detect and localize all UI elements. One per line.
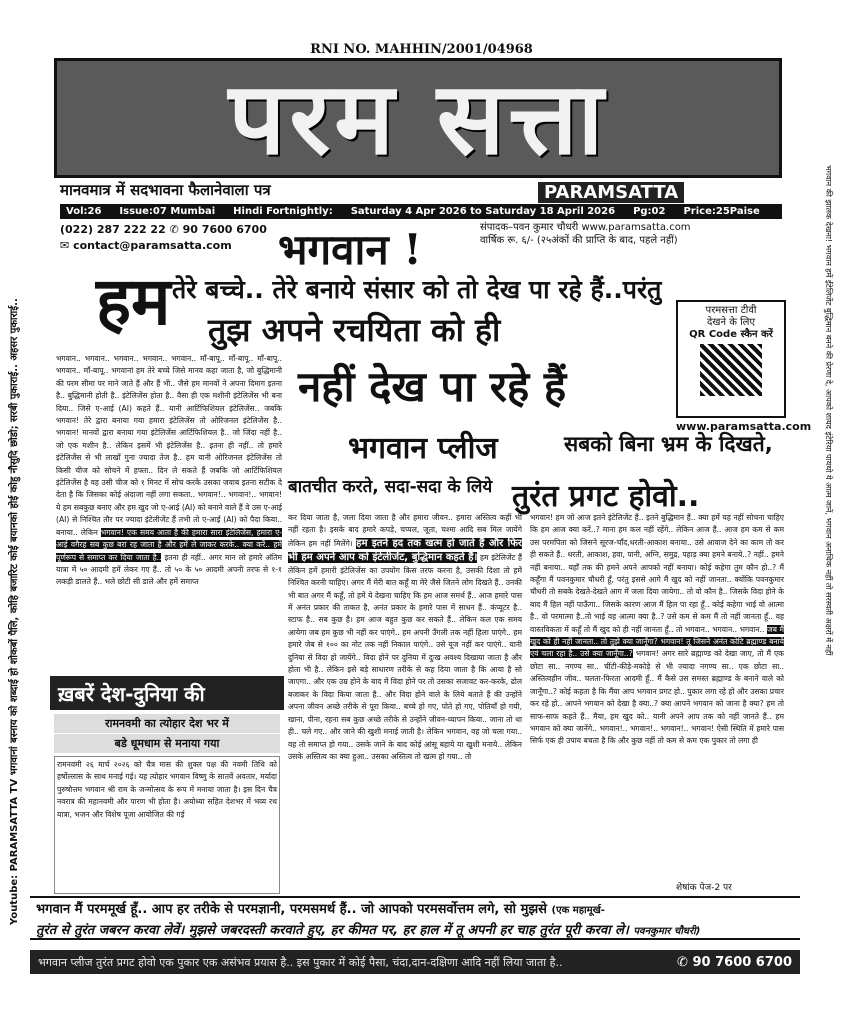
dates: Saturday 4 Apr 2026 to Saturday 18 April 2026	[350, 206, 616, 217]
col3-text: भगवान! हम जो आज इतने इंटेलिजेंट हैं.. इतने बुद्धिमान हैं.. क्या हमें यह नहीं सोचना चाहिए कि हम आज क्या करें..? माना हम कल नहीं रहेंगे.. लेकिन आज हैं.. आज हम कम से कम उस परमपिता को जिसने सूरज-चाँद,धरती-आकाश बनाया.. उसे आवाज देने का काम तो कर ही सकते हैं.. धरती, आकाश, हवा, पानी, अग्नि, समुद्र, पहाड़ क्या हमने बनाये..? नहीं.. हमने नहीं बनाया.. यहाँ तक की हमने अपने आपको नहीं बनाया। कोई कहेगा तुम कौन हो..? मैं कहूँगा मैं पवनकुमार चौधरी हूँ, परंतु इससे आगे मैं खुद को नहीं जानता.. क्योंकि पवनकुमार चौधरी तो सबके देखते-देखते आग में जला दिया जायेगा.. तो वो कौन है.. जिसके विदा होने के बाद मैं हिल नहीं पाऊँगा.. जिसके कारण आज मैं हिल पा रहा हूँ.. कोई कहेगा भाई वो आत्मा है.. वो परमात्मा है..तो भाई वह आत्मा क्या है..? उसे कम से कम मैं तो नहीं जानता हूँ.. वह वास्तविकता में कहूँ तो मैं खुद को ही नहीं जानता हूँ.. तो भगवान.. भगवान.. भगवान..	[530, 513, 784, 634]
col1-text: भगवान.. भगवान.. भगवान.. भगवान.. भगवान.. माँ-बापू.. माँ-बापू.. माँ-बापू.. भगवान.. माँ-बापू.. भगवानां हम तेरे बच्चे जिसे मानव कहा जाता है, जो बुद्धिमानी की परम सीमा पर माने जाते हैं और हैं भी.. जैसे हम मानवों ने अपना दिमाग इतना है.. बुद्धिमानी होती है.. इंटेलिजेंस होता है.. वैसा ही एक मशीनी इंटेलिजेंस भी बना दिया.. जिसे ए-आई (AI) कहते हैं.. यानी आर्टिफिशियल इंटेलिजेंस.. जबकि भगवान! तेरे द्वारा बनाया गया हमारा इंटेलिजेंस तो ओरिजनल इंटेलिजेंस है.. भगवान! मानवों द्वारा बनाया गया इंटेलिजेंस आर्टिफिशियल है.. जो जिंदा नहीं है.. जो एक मशीन है.. लेकिन इसमें भी इंटेलिजेंस है.. इतना ही नहीं.. तो हमारे इंटेलिजेंस से भी लाखों गुना ज्यादा तेज है.. हम यानी ओरिजनल इंटेलिजेंस तो किसी चीज को सोचने में हफ्ता.. दिन ले सकते हैं जबकि जो आर्टिफिशियल इंटेलिजेंस है वह उसी चीज को १ मिनट में सोच करके उसका जवाब इतना सटीक दे देता है कि जिसका कोई अंदाजा नहीं लगा सकता.. भगवान!.. भगवान!.. भगवान! ये हम सबकुछ बनाए और हम खुद जो ए-आई (AI) को बनाने वाले हैं वे उस ए-आई (AI) से निश्चित तौर पर ज्यादा इंटेलीजेंट हैं तभी तो ए-आई (AI) को पैदा किया.. बनाया.. लेकिन	[56, 354, 282, 537]
col1-highlight: भगवान! एक समय आता है की हमारा सारा इंटेलिजेंस, हमारा ए-आई वगैरह सब कुछ बरा रह जाता है और हमें ले जाकर करके.. क्या करें.. हमें पूर्णरूप से समाप्त कर दिया जाता है..	[56, 527, 282, 562]
masthead-title: परम सत्ता	[228, 59, 608, 177]
headline-baat: बातचीत करते, सदा-सदा के लिये	[288, 477, 493, 497]
news-body: रामनवमी २६ मार्च २०२६ को चैत्र मास की शुक्ल पक्ष की नवमी तिथि को हर्षोल्लास के साथ मनाई गई। यह त्योहार भगवान विष्णु के सातवें अवतार, मर्यादा पुरुषोत्तम भगवान श्री राम के जन्मोत्सव के रूप में मनाया जाता है। इस दिन चैत्र नवरात्र की महानवमी और पारण भी होता है। अयोध्या सहित देशभर में भव्य रथ यात्रा, भजन और विशेष पूजा आयोजित की गई	[54, 756, 280, 894]
headline-line3: नहीं देख पा रहे हैं	[298, 362, 567, 411]
news-headline	[54, 714, 280, 754]
news-section-header: ख़बरें देश-दुनिया की	[50, 676, 284, 710]
footer-text: भगवान प्लीज तुरंत प्रगट होवो एक पुकार एक असंभव प्रयास है.. इस पुकार में कोई पैसा, चंदा,दान-दक्षिणा आदि नहीं लिया जाता है..	[38, 955, 563, 969]
col3-tail: भगवान! अगर सारे ब्रह्माण्ड को देखा जाए, तो मैं एक छोटा सा.. नगण्य सा.. चींटी-कीड़े-मकोड़े से भी ज्यादा नगण्य सा.. एक छोटा सा.. अस्तित्वहीन जीव.. चलता-फिरता आदमी हूँ.. मैं कैसे उस समस्त ब्रह्माण्ड के बनाने वाले को जानूँगा..? कोई कहता है कि मैंया आप भगवान प्रगट हो.. पुकार लगा रहे हो और उसका प्रचार कर रहे हो.. आपने भगवान को देखा है क्या..? क्या आपने भगवान को जाना है क्या? हम तो साफ-साफ कहते हैं.. मैया, हम खुद को.. यानी अपने आप तक को नहीं जानते हैं.. हम भगवान को क्या जानेंगे.. भगवान!.. भगवान!.. भगवान!.. भगवान! ऐसी स्थिति में हमारे पास सिर्फ एक ही उपाय बचता है कि और कुछ नहीं तो कम से कम एक पुकार तो लगा ही	[530, 649, 784, 746]
subscription-line: वार्षिक रू. ६/- (२५अंकों की प्राप्ति के बाद, पहले नहीं)	[480, 235, 678, 246]
issue-info-bar	[60, 204, 782, 219]
col1-tail: इतना ही नहीं.. अगर मान लो हमारे अंतिम यात्रा में ५० आदमी हमें लेकर गए हैं.. तो ५० के ५० आदमी अपनी तरफ से १-१ लकड़ी डालते हैं.. भले छोटी सी डाले और हमें समाप्त	[56, 552, 282, 587]
phone: (022) 287 222 22	[60, 223, 166, 236]
col3-highlight: जब मैं खुद को ही नहीं जानता.. तो तुझे क्या जानूँगा? भगवान! तू जिसने अनंत कोटि ब्रह्माण्ड बनाये एवं चला रहा है.. उसे क्या जानूँगा..?	[530, 624, 784, 659]
website[interactable]: www.paramsatta.com	[676, 420, 812, 433]
qr-line3: QR Code स्कैन करें	[689, 329, 773, 340]
qr-promo[interactable]	[676, 300, 786, 418]
whatsapp-icon: ✆	[169, 223, 179, 236]
mail-icon: ✉	[60, 239, 70, 252]
left-side-strip: Youtube: PARAMSATTA TV भगवानां बस्नाय को शब्दाई हो शोकबों पैलि, कोहि बजारिट कोई बयानको होई कोहु नौसुदि छोडो; सरबी पुकाराई.. अहसर पुकाराई..	[9, 298, 20, 925]
continued-note: शेषांक पेज-2 पर	[676, 883, 732, 893]
headline-line1: तेरे बच्चे.. तेरे बनाये संसार को तो देख पा रहे हैं..परंतु	[172, 275, 662, 304]
article-column-3	[530, 512, 784, 892]
editor-line: संपादक–पवन कुमार चौधरी www.paramsatta.com	[480, 222, 691, 233]
masthead-tagline: मानवमात्र में सदभावना फैलानेवाला पत्र	[60, 181, 271, 199]
footer-phone: 90 7600 6700	[692, 954, 792, 970]
headline-hum: हम	[96, 262, 171, 340]
qr-line2: देखने के लिए	[707, 317, 755, 328]
vol: Vol:26	[66, 206, 102, 217]
pages: Pg:02	[633, 206, 666, 217]
rni-number: RNI NO. MAHHIN/2001/04968	[310, 42, 533, 57]
col2-text: कर दिया जाता है, जला दिया जाता है और हमारा जीवन.. हमारा अस्तित्व कहीं भी नहीं रहता है। इसके बाद हमारे कपड़े, चप्पल, जूता, चश्मा आदि सब मिल जायेंगे लेकिन हम नहीं मिलेंगे।	[288, 513, 522, 548]
main-headline: भगवान !	[278, 225, 422, 274]
brand-name: PARAMSATTA	[538, 182, 684, 203]
banner-line1: भगवान मैं परममूर्ख हूँ.. आप हर तरीके से परमज्ञानी, परमसमर्थ हैं.. जो आपको परमसर्वोत्तम लगे, सो मुझसे	[36, 902, 547, 917]
whatsapp-icon: ✆	[677, 954, 688, 970]
headline-line2: तुझ अपने रचयिता को ही	[208, 311, 501, 349]
issue: Issue:07 Mumbai	[119, 206, 216, 217]
col2-tail: हम इंटेलिजेंट हैं लेकिन हमें हमारी इंटेलिजेंस का उपयोग किस तरफ करना है, उसकी दिशा तो हमें निश्चित करनी चाहिए। अगर मैं मेरी बात कहूँ या मेरे जैसे जितने लोग दिखते हैं.. उनकी भी बात अगर मैं कहूँ, तो हमें ये देखना चाहिए कि हम आज समर्थ हैं.. आज हमारे पास में अनंत प्रकार की ताकत है, अनंत प्रकार के हमारे पास में साधन हैं.. कंप्यूटर है.. स्टाफ है.. सब कुछ है। हम आज बहुत कुछ कर सकते हैं.. लेकिन कल एक समय आयेगा जब हम कुछ भी नहीं कर पाएंगे.. हम अपनी उँगली तक नहीं हिला पाएंगे.. हम हमारे जेब से १०० का नोट तक नहीं निकाल पाएंगे.. उसे यूज नहीं कर पाएंगे.. यानी दुनिया से विदा हो जायेंगे.. विदा होने पर दुनिया में दुःख अवश्य दिखाया जाता है और होता भी है.. लेकिन इसे बड़े साधारण तरीके से कह दिया जाता है कि आया है सो जाएगा.. और एक उम्र होने के बाद में विदा होने पर तो उसका सजावट कर-करके, ढोल बजाकर के विदा किया जाता है.. और विदा होने वाले के लिये बताते हैं की उन्होंने अपना जीवन अच्छे तरीके से पूरा किया.. बच्चे हो गए, पोते हो गए, पोतियाँ हो गयी, खाना, पीना, रहना सब कुछ अच्छे तरीके से उन्होंने जीवन-व्यापन किया.. जाना तो था ही.. चले गए.. और जाने की खुशी मनाई जाती है। लेकिन भगवान, वह जो चला गया.. वह तो समाप्त हो गया.. उसके जाने के बाद कोई आंसू बहाये या खुशी मनाये.. लेकिन उसके अस्तित्व का क्या हुआ.. उसका अस्तित्व तो खत्म हो गया.. तो	[288, 552, 522, 761]
headline-turant: तुरंत प्रगट होवो..	[512, 479, 700, 514]
contact-block	[60, 222, 267, 254]
headline-please: भगवान प्लीज	[348, 431, 498, 466]
footer-bar	[30, 950, 800, 974]
editor-info	[480, 221, 691, 247]
col2-highlight: हम इतने हद तक खत्म हो जाते हैं और फिर भी हम अपने आप को इंटेलीजेंट, बुद्धिमान कहते हैं।	[288, 537, 522, 563]
article-column-1	[56, 353, 282, 671]
bottom-banner	[30, 896, 800, 940]
news-headline-1: रामनवमी का त्योहार देश भर में	[54, 714, 280, 734]
qr-line1: परमसत्ता टीवी	[705, 305, 757, 316]
news-headline-2: बडे धूमधाम से मनाया गया	[54, 734, 280, 754]
banner-line2: तुरंत से तुरंत जबरन करवा लेवें। मुझसे जबरदस्ती करवाते हुए, हर कीमत पर, हर हाल में तू अपनी हर चाह तुरंत पूरी करवा ले।	[36, 923, 629, 938]
article-column-2	[288, 512, 522, 886]
right-side-strip: भगवान की झालक देखना! भगवान हमें ईंटेलिजेंट बुद्धिमान बनने की प्रेरणा दे, आपको शायद इंटेरिया पायथो ये आत्म जानें, भगवान अनाथिक नहीं तो सरस्वती अक्षरों में नहीं	[824, 165, 833, 656]
qr-code-icon[interactable]	[700, 344, 762, 396]
banner-line2b: पवनकुमार चौधरी)	[633, 926, 701, 937]
email[interactable]: contact@paramsatta.com	[73, 239, 232, 252]
headline-please-b: सबको बिना भ्रम के दिखते,	[564, 432, 773, 456]
frequency: Hindi Fortnightly:	[233, 206, 333, 217]
banner-line1b: (एक महामूर्ख-	[551, 905, 605, 916]
whatsapp-number: 90 7600 6700	[182, 223, 267, 236]
masthead-logo	[54, 58, 782, 178]
price: Price:25Paise	[683, 206, 760, 217]
